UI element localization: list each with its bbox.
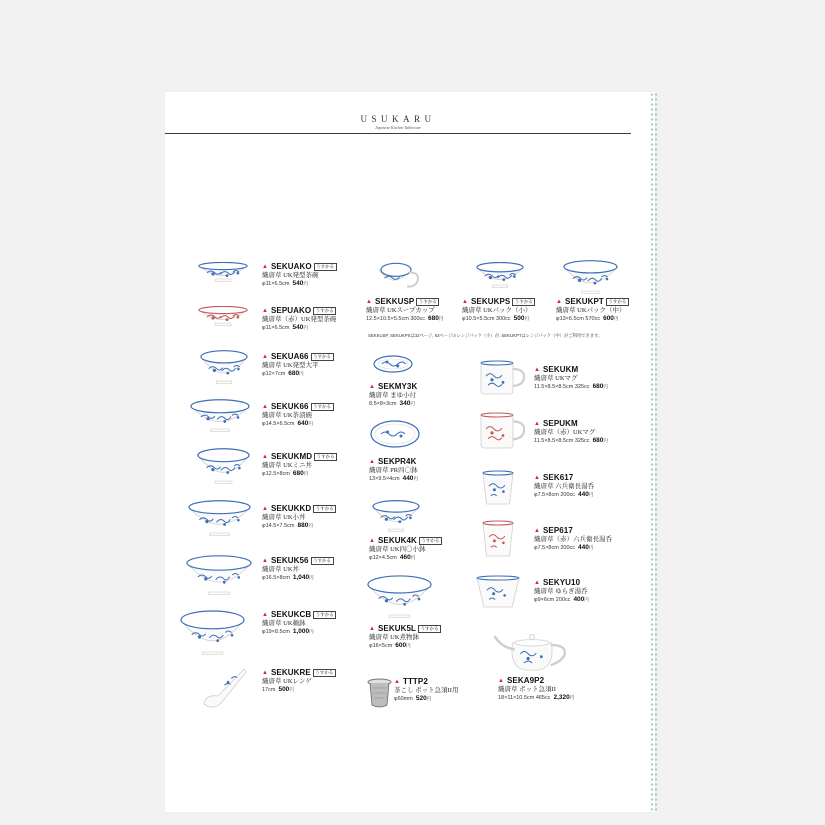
product-size: φ16.5×8cm [262,574,290,581]
product-size: φ12×7cm [262,370,286,377]
product-price: 340 [399,399,411,407]
product-spec [366,316,443,323]
usukaru-badge: うすかる [311,403,334,411]
product-code: SEKUK66 [270,402,309,411]
price-unit: 円 [588,491,594,497]
product-spec [534,545,612,552]
pack-bowl-icon [476,262,524,288]
product-code: SEPUKM [542,419,578,428]
product-name: 織唐草（赤）UKマグ [534,428,596,436]
decorative-dot-strip [650,92,658,812]
product-code: SEKUKCB [270,610,312,619]
product-name: 織唐草 UKマグ [534,374,578,382]
product-label [262,403,334,427]
product-spec [262,371,334,378]
product-spec [262,421,334,428]
price-unit: 円 [303,280,308,286]
product-code: SEKUK4K [377,536,417,545]
product-price: 1,040 [292,573,310,581]
price-unit: 円 [603,383,608,389]
product-size: 11.5×8.5×8.5cm 325cc [534,383,590,390]
marker-triangle-icon: ▲ [366,299,372,305]
marker-triangle-icon: ▲ [262,264,268,270]
rice-bowl-icon [198,306,248,326]
teacup-icon [480,470,516,506]
product-price: 500 [513,314,525,322]
marker-triangle-icon: ▲ [262,404,268,410]
marker-triangle-icon: ▲ [262,354,268,360]
product-name: 織唐草 まゆ小付 [369,391,417,399]
usukaru-badge: うすかる [606,298,629,306]
product-spec [369,643,441,650]
product-name: 織唐草 UKレンゲ [262,677,312,685]
product-name: 織唐草 UK四〇小鉢 [369,545,426,553]
product-price: 600 [603,314,614,322]
product-label [262,669,336,693]
product-spec [534,597,589,604]
product-name: 織唐草 UK丼 [262,565,300,573]
product-code: SEKUK5L [377,624,416,633]
range-pack-note: SEKKUSP, SEKUKPSは32ページ, 63ページのレンジパック（小）が, SEKUKPTはレンジパック（中）がご利用できます。 [368,333,603,338]
brand-header [350,114,446,130]
teapot-icon [493,627,571,672]
price-unit: 円 [438,315,444,321]
usukaru-badge: うすかる [418,625,441,633]
product-code: SEKYU10 [542,578,581,587]
product-code: SEKPR4K [377,457,417,466]
spoon-icon [202,665,247,710]
product-name: 織唐草 UK小丼 [262,513,306,521]
product-label [498,677,574,701]
product-code: SEPUAKO [270,306,312,315]
product-spec [534,438,608,445]
product-code: SEKA9P2 [506,676,545,685]
product-price: 1,000 [292,627,310,635]
usukaru-badge: うすかる [512,298,535,306]
product-price: 520 [415,694,427,702]
product-code: SEKUKPS [470,297,511,306]
product-name: 織唐草 ゆらぎ湯呑 [534,587,588,595]
product-label [534,366,608,390]
product-name: 茶こし ポット急須II用 [394,686,459,694]
product-name: 織唐草 UK煮物鉢 [369,633,420,641]
product-spec [369,476,418,483]
product-label [462,298,535,322]
product-spec [462,316,535,323]
marker-triangle-icon: ▲ [534,421,540,427]
usukaru-badge: うすかる [314,453,337,461]
usukaru-badge: うすかる [313,669,336,677]
brand-tagline: Japanese Kitchen Tableware [375,125,421,130]
marker-triangle-icon: ▲ [534,580,540,586]
product-spec [534,492,594,499]
product-name: 織唐草 UK茶漬碗 [262,411,313,419]
product-price: 440 [578,543,589,551]
product-spec [498,695,574,702]
product-size: φ14.5×6.5cm [262,420,295,427]
product-size: φ19×8.5cm [262,628,290,635]
product-label [262,353,334,377]
marker-triangle-icon: ▲ [369,538,375,544]
usukaru-badge: うすかる [419,537,442,545]
price-unit: 円 [303,324,308,330]
price-unit: 円 [603,437,608,443]
usukaru-badge: うすかる [313,611,336,619]
usukaru-badge: うすかる [313,307,336,315]
product-name: 織唐草 UKミニ丼 [262,461,313,469]
product-label [369,625,441,649]
price-unit: 円 [569,694,575,700]
product-label [369,537,442,561]
product-code: SEKMY3K [377,382,418,391]
product-label [556,298,629,322]
product-size: 18×11×10.5cm 465cc [498,694,551,701]
product-label [262,611,336,635]
product-code: SEP617 [542,526,573,535]
product-label [262,505,336,529]
product-size: 11.5×8.5×8.5cm 325cc [534,437,590,444]
product-code: SEKUAKO [270,262,312,271]
marker-triangle-icon: ▲ [462,299,468,305]
usukaru-badge: うすかる [311,557,334,565]
soup-cup-icon [375,262,423,288]
product-spec [394,696,458,703]
product-spec [262,325,336,332]
marker-triangle-icon: ▲ [262,612,268,618]
price-unit: 円 [524,315,530,321]
pack-bowl-icon [563,260,618,294]
teacup-icon [476,575,520,609]
product-price: 460 [399,553,411,561]
product-size: φ9×6cm 200cc [534,596,571,603]
product-code: SEKUKRE [270,668,311,677]
product-spec [262,523,336,530]
price-unit: 円 [299,370,304,376]
tea-strainer-icon [367,678,392,708]
price-unit: 円 [289,686,294,692]
oval-bowl-icon [370,420,420,448]
marker-triangle-icon: ▲ [556,299,562,305]
product-size: φ12.5×8cm [262,470,290,477]
product-size: φ13×6.5cm 570cc [556,315,601,322]
product-price: 440 [578,490,589,498]
product-name: 織唐草（赤）六兵衛長湯呑 [534,535,612,543]
product-code: SEKUKKD [270,504,312,513]
price-unit: 円 [303,470,309,476]
price-unit: 円 [309,574,314,580]
product-price: 540 [292,279,304,287]
mug-icon [478,360,528,396]
product-size: φ14.5×7.5cm [262,522,295,529]
product-label [262,557,334,581]
product-label [366,298,443,322]
product-spec [262,687,336,694]
brand-name: USUKARU [360,114,436,124]
usukaru-badge: うすかる [416,298,439,306]
product-size: 8.5×8×3cm [369,400,397,407]
marker-triangle-icon: ▲ [534,475,540,481]
product-name: 織唐草 UKパック（小） [462,306,532,314]
marker-triangle-icon: ▲ [262,558,268,564]
product-label [262,453,337,477]
usukaru-badge: うすかる [313,505,336,513]
product-size: φ60mm [394,695,413,702]
usukaru-badge: うすかる [311,353,334,361]
product-name: 織唐草 UK発型大平 [262,361,319,369]
bowl-icon [186,555,252,595]
bowl-icon [188,500,251,536]
product-code: SEKUKM [542,365,579,374]
product-code: SEKUKPT [564,297,604,306]
header-rule [165,133,631,134]
rice-bowl-icon [198,262,248,282]
price-unit: 円 [309,628,314,634]
noodle-bowl-icon [180,610,245,655]
product-size: 17cm [262,686,276,693]
mug-icon [478,412,528,450]
product-code: SEKUK56 [270,556,309,565]
marker-triangle-icon: ▲ [534,528,540,534]
product-spec [369,555,442,562]
product-code: SEKUA66 [270,352,309,361]
price-unit: 円 [308,420,313,426]
product-name: 織唐草（赤）UK発型茶碗 [262,315,337,323]
serving-bowl-icon [367,575,432,618]
product-label [262,307,336,331]
price-unit: 円 [613,315,619,321]
marker-triangle-icon: ▲ [534,367,540,373]
bowl-icon [197,448,250,484]
teacup-icon [480,520,516,558]
product-label [369,383,417,407]
product-label [534,579,589,603]
product-name: 織唐草 PR四〇鉢 [369,466,418,474]
product-name: 織唐草 UK麺鉢 [262,619,306,627]
product-price: 500 [278,685,290,693]
product-spec [369,401,417,408]
marker-triangle-icon: ▲ [262,506,268,512]
price-unit: 円 [413,475,418,481]
product-code: SEKKUSP [374,297,415,306]
product-name: 織唐草 UKスープカップ [366,306,435,314]
product-price: 880 [297,521,309,529]
price-unit: 円 [406,642,411,648]
marker-triangle-icon: ▲ [394,679,400,685]
product-size: 13×9.5×4cm [369,475,400,482]
product-size: φ11×6.5cm [262,324,290,331]
product-price: 680 [288,369,300,377]
usukaru-badge: うすかる [314,263,337,271]
small-dish-icon [373,355,413,373]
product-spec [534,384,608,391]
product-name: 織唐草 六兵衛長湯呑 [534,482,595,490]
price-unit: 円 [426,695,432,701]
product-name: 織唐草 UKパック（中） [556,306,626,314]
marker-triangle-icon: ▲ [369,626,375,632]
product-price: 540 [292,323,304,331]
price-unit: 円 [410,554,416,560]
marker-triangle-icon: ▲ [262,454,268,460]
product-name: 織唐草 ポット急須II [498,685,556,693]
product-price: 680 [592,436,604,444]
small-bowl-icon [372,500,420,532]
price-unit: 円 [308,522,313,528]
product-label [534,474,594,498]
product-size: φ16×5cm [369,642,393,649]
product-label [369,458,418,482]
product-spec [262,629,336,636]
product-code: SEK617 [542,473,574,482]
price-unit: 円 [410,400,415,406]
product-label [394,678,458,702]
price-unit: 円 [584,596,589,602]
product-size: φ11×6.5cm [262,280,290,287]
product-price: 680 [428,314,439,322]
rice-bowl-icon [200,350,248,384]
marker-triangle-icon: ▲ [262,308,268,314]
product-spec [262,281,337,288]
product-code: TTTP2 [402,677,428,686]
product-label [534,420,608,444]
marker-triangle-icon: ▲ [498,678,504,684]
product-price: 600 [395,641,407,649]
product-spec [262,471,337,478]
product-size: φ7.5×8cm 200cc [534,544,576,551]
product-price: 2,320 [553,693,570,701]
product-price: 440 [402,474,414,482]
product-label [534,527,612,551]
product-code: SEKUKMD [270,452,313,461]
product-price: 680 [292,469,304,477]
product-spec [556,316,629,323]
price-unit: 円 [588,544,594,550]
product-price: 400 [573,595,585,603]
marker-triangle-icon: ▲ [369,459,375,465]
product-spec [262,575,334,582]
product-price: 640 [297,419,309,427]
marker-triangle-icon: ▲ [369,384,375,390]
product-size: φ10.5×5.5cm 300cc [462,315,511,322]
product-name: 織唐草 UK発型茶碗 [262,271,319,279]
bowl-icon [190,399,250,432]
product-price: 680 [592,382,604,390]
marker-triangle-icon: ▲ [262,670,268,676]
product-size: φ7.5×8cm 200cc [534,491,576,498]
product-size: φ12×4.5cm [369,554,397,561]
product-size: 12.5×10.5×5.5cm 300cc [366,315,426,322]
product-label [262,263,337,287]
